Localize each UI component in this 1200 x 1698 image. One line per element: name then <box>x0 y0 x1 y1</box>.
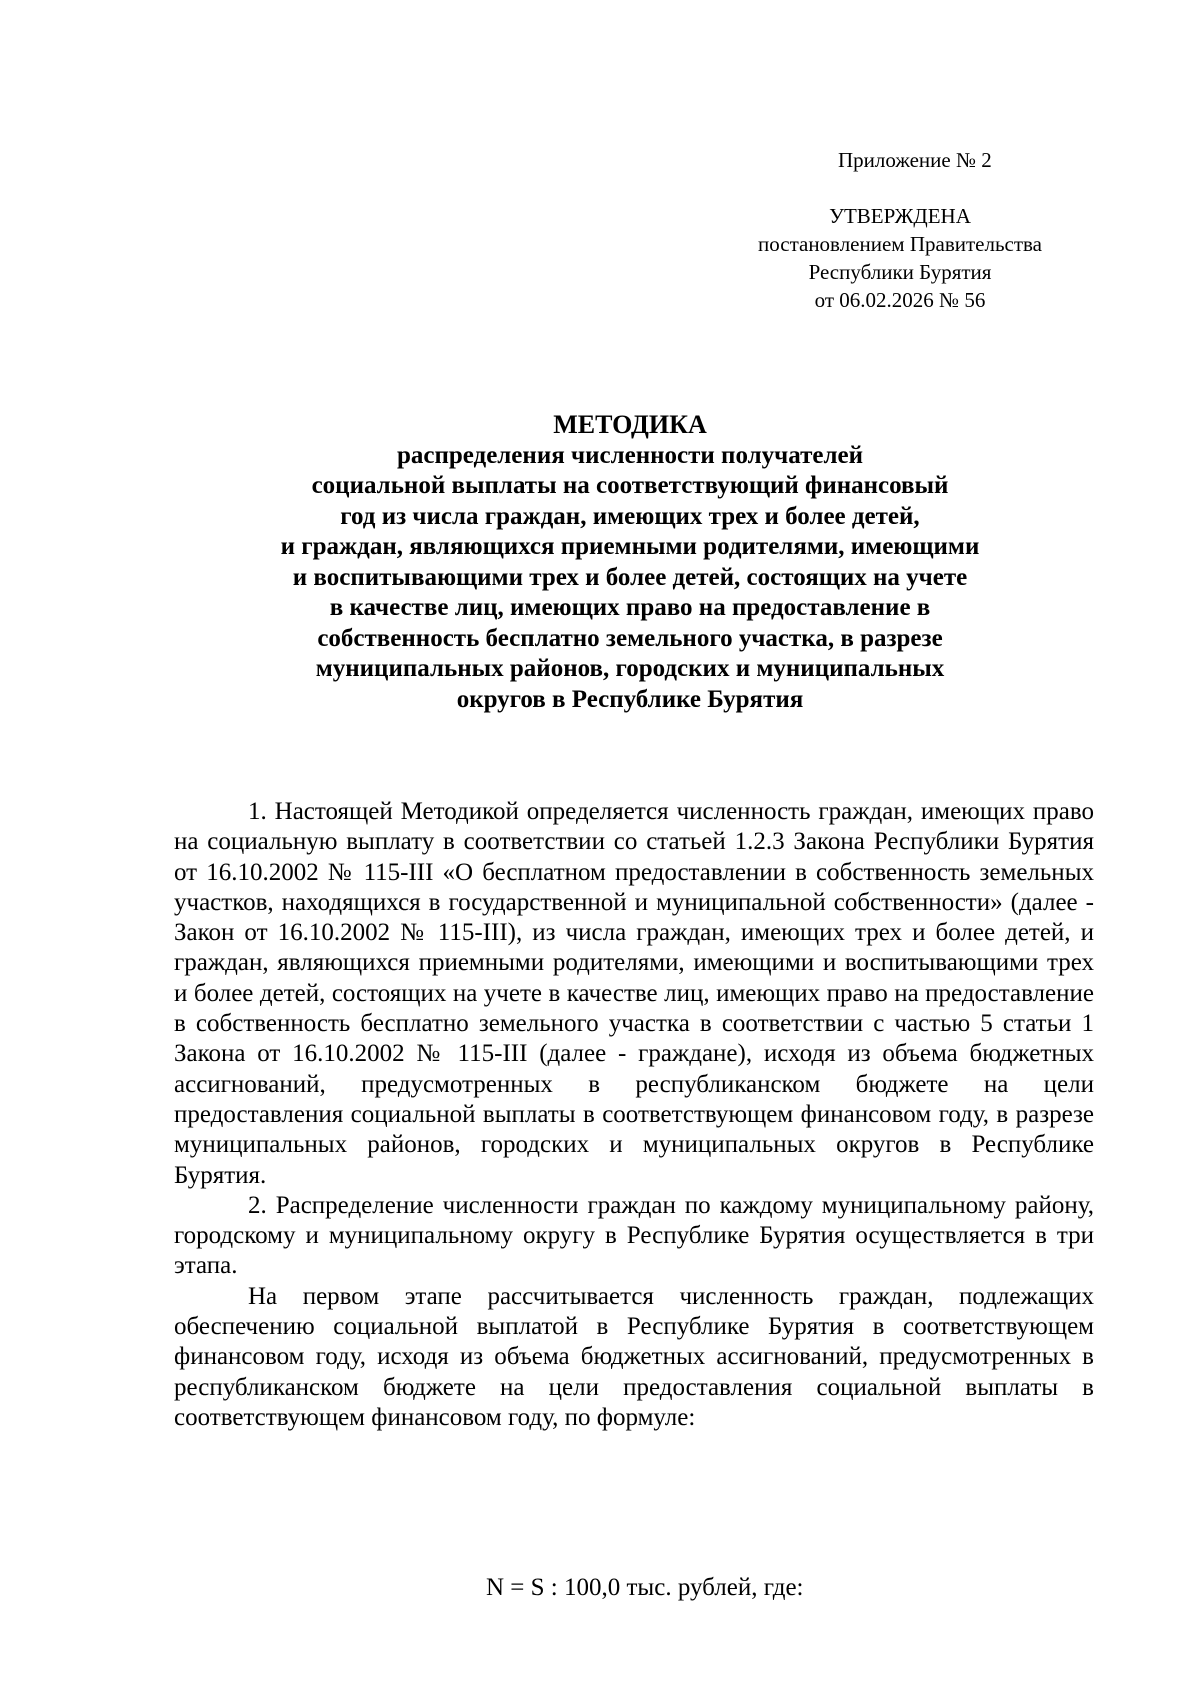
title-main: МЕТОДИКА <box>553 410 707 439</box>
document-body <box>174 797 1094 1433</box>
title-line: муниципальных районов, городских и муниципальных <box>315 655 945 682</box>
title-line: собственность бесплатно земельного участка, в разрезе <box>317 624 943 652</box>
formula: N = S : 100,0 тыс. рублей, где: <box>486 1574 804 1601</box>
approval-stamp-block <box>710 202 1090 314</box>
paragraph-2: 2. Распределение численности граждан по каждому муниципальному району, городскому и муниципальному округу в Республике Бурятия осуществляется в три этапа. <box>174 1191 1094 1280</box>
title-line: и граждан, являющихся приемными родителями, имеющими <box>280 533 980 560</box>
approval-line: УТВЕРЖДЕНА <box>829 204 971 228</box>
title-line: и воспитывающими трех и более детей, состоящих на учете <box>292 563 968 591</box>
appendix-number: Приложение № 2 <box>838 148 992 172</box>
title-line: в качестве лиц, имеющих право на предоставление в <box>329 594 931 621</box>
document-title <box>150 410 1110 715</box>
approval-line: Республики Бурятия <box>808 260 992 284</box>
paragraph-3: На первом этапе рассчитывается численность граждан, подлежащих обеспечению социальной выплатой в Республике Бурятия в соответствующем финансовом году, исходя из объема бюджетных ассигнований, предусмотренных в республиканском бюджете на цели предоставления социальной выплаты в соответствующем финансовом году, по формуле: <box>174 1282 1094 1431</box>
approval-line: постановлением Правительства <box>757 232 1042 256</box>
approval-line: от 06.02.2026 № 56 <box>814 288 986 312</box>
title-line: год из числа граждан, имеющих трех и более детей, <box>340 502 920 530</box>
title-line: округов в Республике Бурятия <box>456 685 804 713</box>
title-line: распределения численности получателей <box>396 441 864 469</box>
title-line: социальной выплаты на соответствующий финансовый <box>311 472 949 499</box>
paragraph-1: 1. Настоящей Методикой определяется численность граждан, имеющих право на социальную выплату в соответствии со статьей 1.2.3 Закона Республики Бурятия от 16.10.2002 № 115-III «О бесплатном предоставлении в собственность земельных участков, находящихся в государственной и муниципальной собственности» (далее - Закон от 16.10.2002 № 115-III), из числа граждан, имеющих трех и более детей, и граждан, являющихся приемными родителями, имеющими и воспитывающими трех и более детей, состоящих на учете в качестве лиц, имеющих право на предоставление в собственность бесплатно земельного участка в соответствии с частью 5 статьи 1 Закона от 16.10.2002 № 115-III (далее - граждане), исходя из объема бюджетных ассигнований, предусмотренных в республиканском бюджете на цели предоставления социальной выплаты в соответствующем финансовом году, в разрезе муниципальных районов, городских и муниципальных округов в Республике Бурятия. <box>174 798 1094 1189</box>
